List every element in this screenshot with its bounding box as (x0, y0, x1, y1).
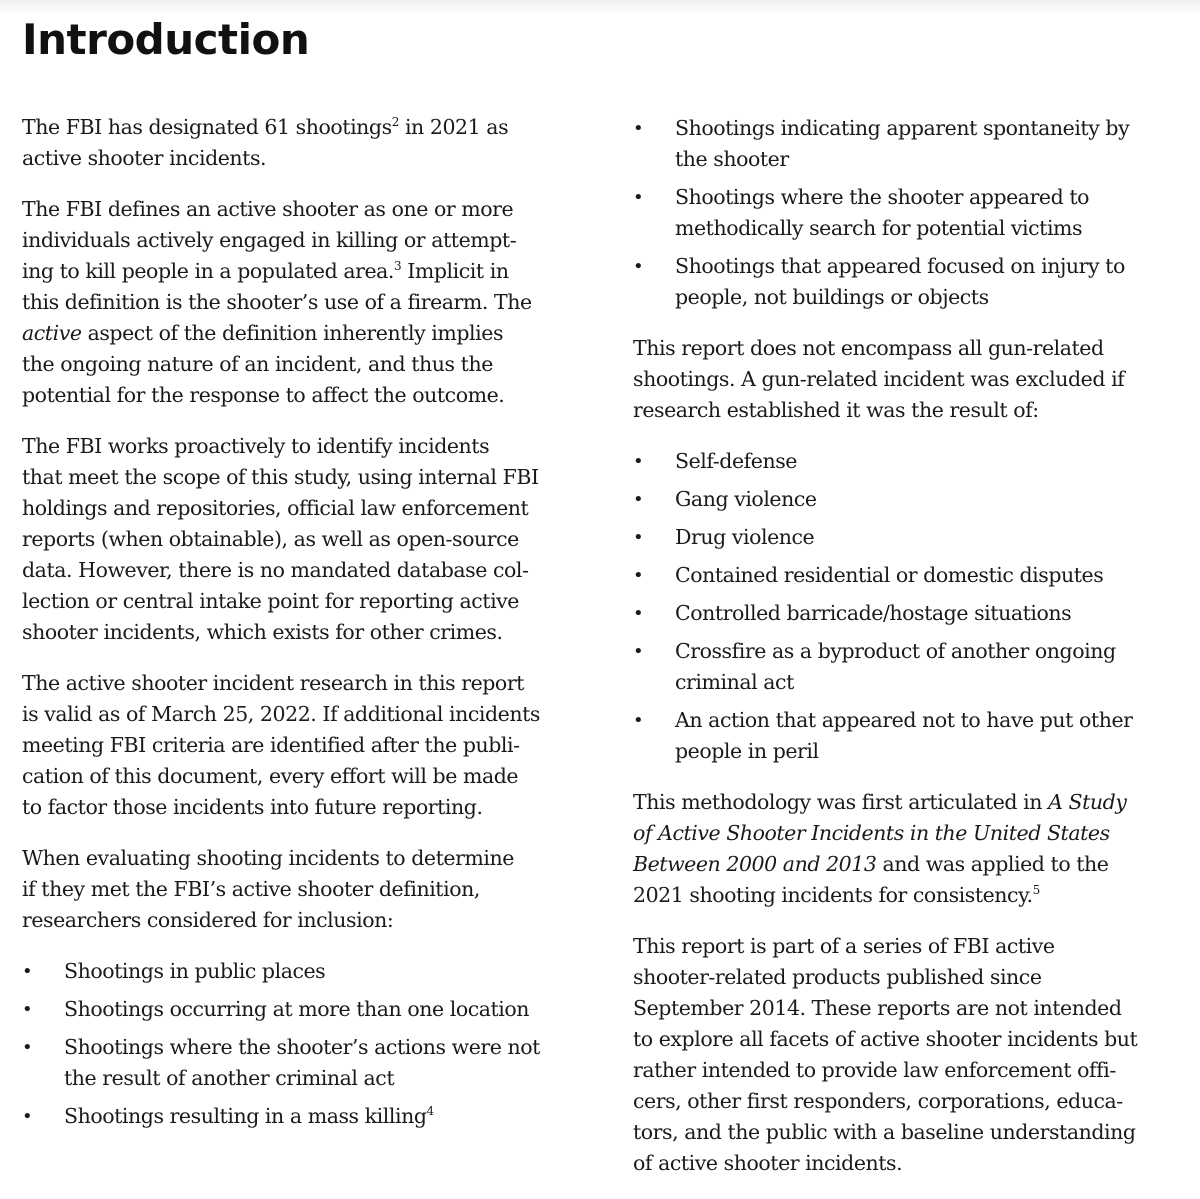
list-item: • Gang violence (633, 484, 1195, 515)
paragraph-text: The FBI has designated 61 shootings (22, 115, 392, 139)
list-item: • Crossfire as a byproduct of another ongoing criminal act (633, 636, 1195, 698)
series-paragraph: This report is part of a series of FBI active shooter-related products published since September 2014. These reports are not intended to explore all facets of active shooter incidents but rather intended to provide law enforcement offi- cers, other first responders, corporations, educa- tors, and the public with a baseline understanding of active shooter incidents. (633, 934, 1138, 1175)
list-item: • Self-defense (633, 446, 1195, 477)
list-item: • Shootings indicating apparent spontaneity by the shooter (633, 113, 1195, 175)
paragraph-text: Implicit in this definition is the shooter’s use of a firearm. The (22, 259, 532, 314)
list-item: • Shootings where the shooter’s actions were not the result of another criminal act (22, 1032, 594, 1094)
list-item: • Drug violence (633, 522, 1195, 553)
intro-paragraph (22, 112, 594, 174)
exclusion-list (633, 446, 1195, 767)
footnote-ref-3: 3 (393, 259, 402, 273)
inclusion-criteria-list (22, 956, 594, 1132)
list-item (22, 1101, 594, 1132)
emphasis-text: active (22, 321, 82, 345)
list-item: • Shootings that appeared focused on injury to people, not buildings or objects (633, 251, 1195, 313)
footnote-ref-5: 5 (1032, 883, 1040, 897)
exclusion-intro-paragraph: This report does not encompass all gun-related shootings. A gun-related incident was excluded if research established it was the result of: (633, 336, 1125, 422)
left-column (22, 112, 594, 1152)
methodology-paragraph (633, 787, 1195, 911)
list-item: • Shootings occurring at more than one location (22, 994, 594, 1025)
list-item: • Controlled barricade/hostage situations (633, 598, 1195, 629)
paragraph-text: This methodology was first articulated in (633, 790, 1049, 814)
paragraph-text: and was applied to the 2021 shooting incidents for consistency. (633, 852, 1109, 907)
inclusion-criteria-list-continued (633, 113, 1195, 313)
paragraph-text: The FBI defines an active shooter as one or more individuals actively engaged in killing or attempt- ing to kill people in a populated area. (22, 197, 517, 283)
right-column (633, 113, 1195, 1199)
list-item: • An action that appeared not to have put other people in peril (633, 705, 1195, 767)
list-item-text: Shootings resulting in a mass killing (64, 1104, 427, 1128)
footnote-ref-2: 2 (391, 115, 399, 129)
definition-paragraph (22, 194, 594, 411)
study-title: A Study of Active Shooter Incidents in the United States Between 2000 and 2013 (633, 790, 1127, 876)
paragraph-text: in 2021 as active shooter incidents. (22, 115, 509, 170)
validity-paragraph: The active shooter incident research in this report is valid as of March 25, 2022. If additional incidents meeting FBI criteria are identified after the publi- cation of this document, every effort will be made to factor those incidents into future reporting. (22, 671, 540, 819)
methods-paragraph: The FBI works proactively to identify incidents that meet the scope of this study, using internal FBI holdings and repositories, official law enforcement reports (when obtainable), as well as open-source data. However, there is no mandated database col- lection or central intake point for reporting active shooter incidents, which exists for other crimes. (22, 434, 539, 644)
paragraph-text: aspect of the definition inherently implies the ongoing nature of an incident, and thus the potential for the response to affect the outcome. (22, 321, 505, 407)
footnote-ref-4: 4 (426, 1104, 434, 1118)
criteria-intro-paragraph: When evaluating shooting incidents to determine if they met the FBI’s active shooter definition, researchers considered for inclusion: (22, 846, 514, 932)
list-item: • Shootings where the shooter appeared to methodically search for potential victims (633, 182, 1195, 244)
page-title: Introduction (22, 15, 310, 64)
list-item: • Shootings in public places (22, 956, 594, 987)
list-item: • Contained residential or domestic disputes (633, 560, 1195, 591)
